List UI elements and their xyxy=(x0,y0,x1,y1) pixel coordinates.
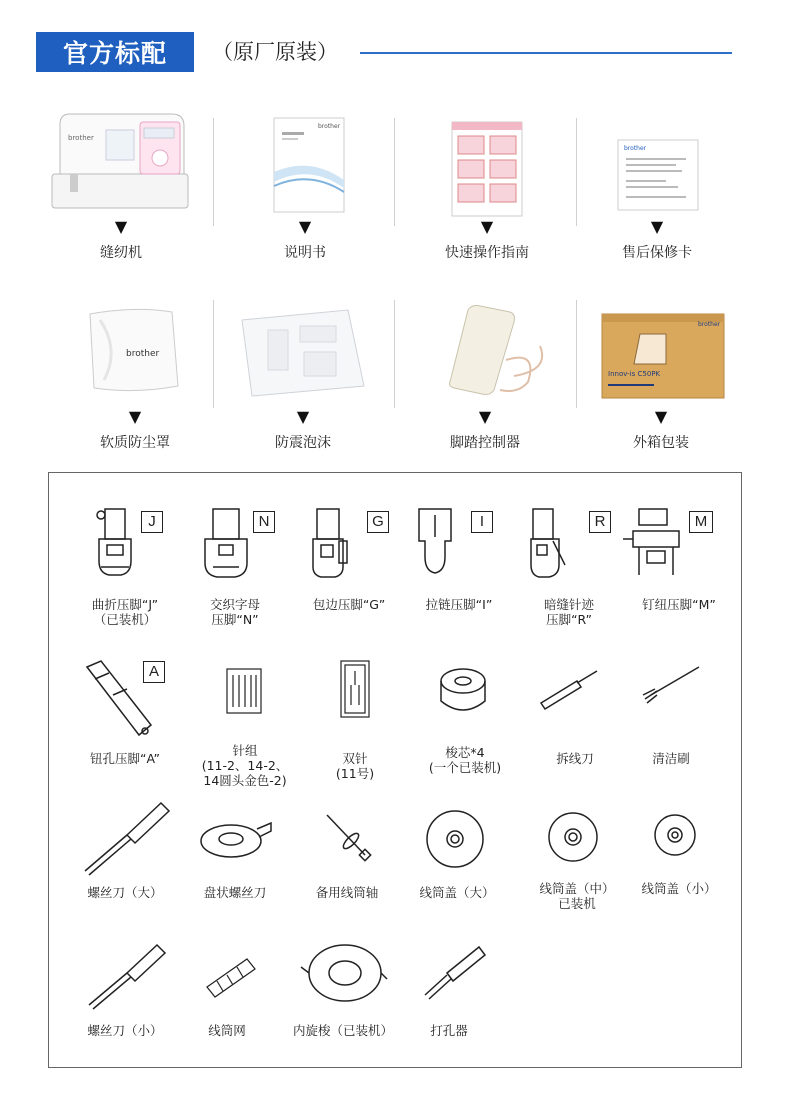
accessory-spool-cap-small xyxy=(619,795,739,896)
buttonhole-foot-icon xyxy=(65,655,185,741)
spool-cap-large-icon xyxy=(397,795,517,881)
accessory-label: 针组 (11-2、14-2、 14圆头金色-2) xyxy=(201,743,289,788)
accessory-presser-foot-r xyxy=(509,501,629,627)
item-box xyxy=(586,290,736,452)
accessory-label: 暗缝针迹 压脚“R” xyxy=(543,597,594,627)
accessory-label: 螺丝刀（大） xyxy=(87,885,163,900)
item-label: 说明书 xyxy=(284,245,326,261)
accessory-label: 曲折压脚“J” （已装机） xyxy=(91,597,159,627)
foot-letter-tag: G xyxy=(367,511,389,533)
presser-foot-g-icon xyxy=(289,501,409,587)
accessory-screwdriver-large xyxy=(65,795,185,900)
accessory-cleaning-brush xyxy=(611,655,731,766)
spool-cap-small-icon xyxy=(619,795,739,881)
foot-letter-tag: A xyxy=(143,661,165,683)
accessory-presser-foot-j xyxy=(65,501,185,627)
item-dust-cover xyxy=(60,290,210,452)
divider xyxy=(576,118,577,226)
down-arrow-icon: ▼ xyxy=(298,217,312,236)
accessory-label: 交织字母 压脚“N” xyxy=(209,597,260,627)
accessory-disc-screwdriver xyxy=(175,795,295,900)
accessory-spool-pin xyxy=(287,795,407,900)
quick-guide-icon xyxy=(412,100,562,218)
accessory-label: 线筒盖（小） xyxy=(641,881,717,896)
twin-needle-icon xyxy=(295,655,415,741)
accessory-label: 钉纽压脚“M” xyxy=(642,597,716,612)
screwdriver-large-icon xyxy=(65,795,185,881)
foot-letter-tag: J xyxy=(141,511,163,533)
presser-foot-r-icon xyxy=(509,501,629,587)
accessory-spool-net xyxy=(167,933,287,1038)
item-quick-guide xyxy=(412,100,562,262)
section-subtitle: （原厂原装） xyxy=(212,40,338,64)
box-model: Innov-is C50PK xyxy=(608,370,661,378)
item-label: 缝纫机 xyxy=(100,245,142,261)
item-foam xyxy=(228,290,378,452)
item-label: 软质防尘罩 xyxy=(100,435,170,451)
accessory-label: 备用线筒轴 xyxy=(315,885,379,900)
accessory-label: 线筒盖（中） 已装机 xyxy=(539,881,615,911)
divider xyxy=(394,118,395,226)
header-rule xyxy=(360,52,732,54)
accessory-eyelet-punch xyxy=(389,933,509,1038)
svg-text:brother: brother xyxy=(68,134,94,142)
item-label: 防震泡沫 xyxy=(275,435,331,451)
item-warranty-card xyxy=(582,100,732,262)
box-brand: brother xyxy=(698,321,721,328)
accessory-label: 梭芯*4 (一个已装机) xyxy=(428,745,502,775)
bobbin-case-icon xyxy=(283,933,403,1019)
accessory-needle-set xyxy=(185,655,305,788)
dust-cover-brand: brother xyxy=(126,349,160,359)
presser-foot-n-icon xyxy=(175,501,295,587)
item-foot-pedal xyxy=(410,290,560,452)
divider xyxy=(394,300,395,408)
divider xyxy=(576,300,577,408)
accessory-label: 线筒网 xyxy=(208,1023,246,1038)
box-icon xyxy=(586,290,736,408)
eyelet-punch-icon xyxy=(389,933,509,1019)
item-label: 快速操作指南 xyxy=(445,245,529,261)
spool-net-icon xyxy=(167,933,287,1019)
down-arrow-icon: ▼ xyxy=(654,407,668,426)
item-label: 售后保修卡 xyxy=(622,245,692,261)
divider xyxy=(213,118,214,226)
foot-letter-tag: M xyxy=(689,511,713,533)
down-arrow-icon: ▼ xyxy=(480,217,494,236)
item-label: 脚踏控制器 xyxy=(450,435,520,451)
manual-icon xyxy=(230,100,380,218)
accessory-label: 盘状螺丝刀 xyxy=(203,885,267,900)
foam-icon xyxy=(228,290,378,408)
svg-text:brother: brother xyxy=(624,145,647,152)
foot-letter-tag: N xyxy=(253,511,275,533)
down-arrow-icon: ▼ xyxy=(650,217,664,236)
accessory-buttonhole-foot-a xyxy=(65,655,185,766)
accessory-label: 内旋梭（已装机） xyxy=(292,1023,393,1038)
down-arrow-icon: ▼ xyxy=(296,407,310,426)
accessory-presser-foot-g xyxy=(289,501,409,612)
accessory-label: 包边压脚“G” xyxy=(312,597,386,612)
warranty-card-icon xyxy=(582,100,732,218)
section-title: 官方标配 xyxy=(36,32,194,72)
bobbin-icon xyxy=(405,655,525,741)
presser-foot-i-icon xyxy=(399,501,519,587)
presser-foot-j-icon xyxy=(65,501,185,587)
item-manual xyxy=(230,100,380,262)
item-label: 外箱包装 xyxy=(633,435,689,451)
down-arrow-icon: ▼ xyxy=(478,407,492,426)
accessory-label: 钮孔压脚“A” xyxy=(90,751,160,766)
accessory-label: 拆线刀 xyxy=(556,751,594,766)
accessory-label: 螺丝刀（小） xyxy=(87,1023,163,1038)
spool-pin-icon xyxy=(287,795,407,881)
divider xyxy=(213,300,214,408)
dust-cover-icon xyxy=(60,290,210,408)
accessories-panel xyxy=(48,472,742,1068)
item-sewing-machine xyxy=(46,100,196,262)
sewing-machine-icon xyxy=(46,100,196,218)
accessory-label: 打孔器 xyxy=(430,1023,468,1038)
foot-letter-tag: R xyxy=(589,511,611,533)
accessory-presser-foot-i xyxy=(399,501,519,612)
accessory-label: 拉链压脚“I” xyxy=(425,597,493,612)
accessory-label: 清洁刷 xyxy=(652,751,690,766)
accessory-twin-needle xyxy=(295,655,415,781)
accessory-label: 线筒盖（大） xyxy=(419,885,495,900)
svg-text:brother: brother xyxy=(318,123,341,130)
cleaning-brush-icon xyxy=(611,655,731,741)
down-arrow-icon: ▼ xyxy=(128,407,142,426)
accessory-presser-foot-n xyxy=(175,501,295,627)
accessory-bobbins xyxy=(405,655,525,775)
accessory-presser-foot-m xyxy=(619,501,739,612)
accessory-label: 双针 (11号) xyxy=(335,751,375,781)
foot-pedal-icon xyxy=(410,290,560,408)
foot-letter-tag: I xyxy=(471,511,493,533)
accessory-bobbin-case xyxy=(283,933,403,1038)
disc-screwdriver-icon xyxy=(175,795,295,881)
presser-foot-m-icon xyxy=(619,501,739,587)
needle-set-icon xyxy=(185,655,305,741)
down-arrow-icon: ▼ xyxy=(114,217,128,236)
accessory-spool-cap-large xyxy=(397,795,517,900)
